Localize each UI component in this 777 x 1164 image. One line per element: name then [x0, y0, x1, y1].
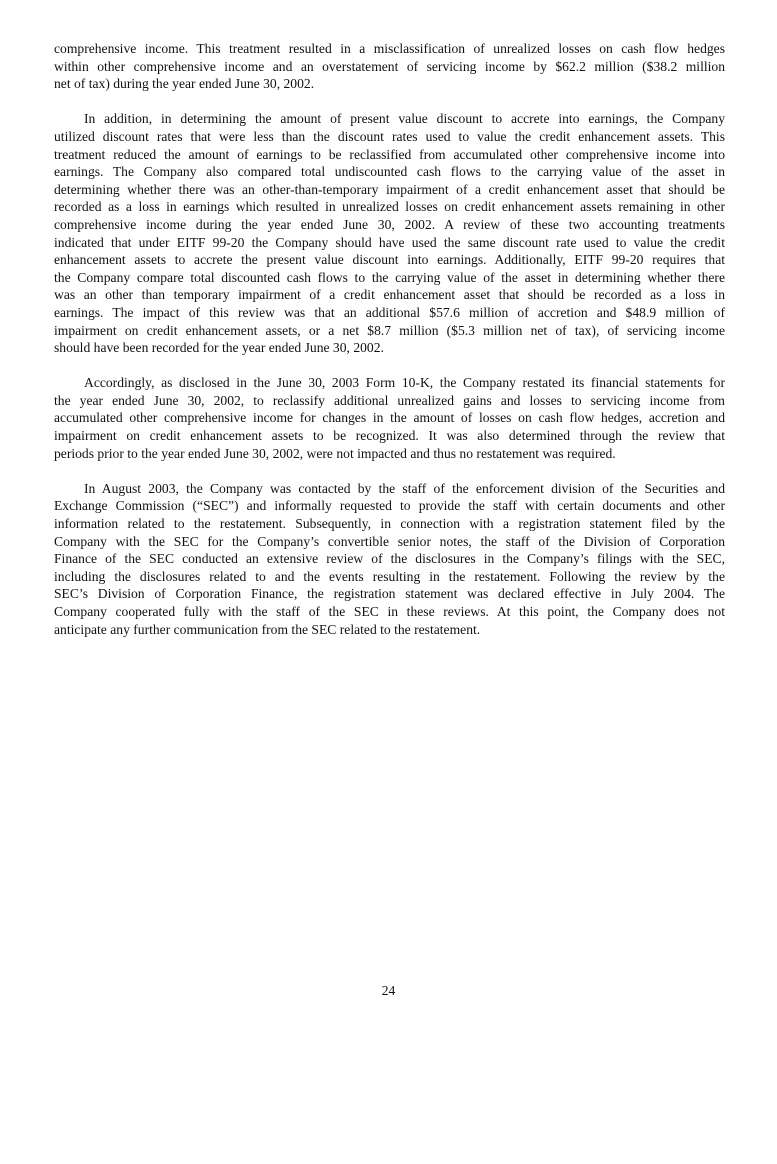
text-line: accumulated other comprehensive income for changes in the amount of losses on cash flow hedges, accretion and — [54, 410, 725, 426]
text-line: comprehensive income during the year ended June 30, 2002. A review of these two accounting treatments — [54, 216, 725, 232]
text-line: comprehensive income. This treatment resulted in a misclassification of unrealized losses on cash flow hedges — [54, 41, 725, 56]
text-line: anticipate any further communication from the SEC related to the restatement. — [54, 621, 481, 637]
text-line: net of tax) during the year ended June 30, 2002. — [54, 76, 315, 92]
text-line: including the disclosures related to and the events resulting in the restatement. Following the review by the — [54, 568, 725, 584]
paragraph — [54, 110, 725, 356]
text-line: Exchange Commission (“SEC”) and informally requested to provide the staff with certain documents and other — [54, 498, 725, 514]
text-line: the year ended June 30, 2002, to reclassify additional unrealized gains and losses to servicing income from — [54, 392, 725, 408]
text-line: the Company compare total discounted cash flows to the carrying value of the asset in determining whether there — [54, 269, 725, 285]
text-line: information related to the restatement. Subsequently, in connection with a registration statement filed by the — [54, 516, 725, 532]
text-line: was an other than temporary impairment of a credit enhancement asset that should be recorded as a loss in — [54, 287, 725, 303]
page-number: 24 — [381, 983, 396, 998]
paragraph — [54, 480, 725, 638]
paragraph — [54, 374, 725, 462]
text-line: Accordingly, as disclosed in the June 30, 2003 Form 10-K, the Company restated its financial statements for — [84, 375, 725, 391]
text-line: SEC’s Division of Corporation Finance, the registration statement was declared effective in July 2004. The — [54, 586, 725, 602]
text-line: periods prior to the year ended June 30, 2002, were not impacted and thus no restatement was required. — [54, 445, 616, 461]
text-line: earnings. The impact of this review was that an additional $57.6 million of accretion and $48.9 million of — [54, 304, 725, 320]
text-line: earnings. The Company also compared total undiscounted cash flows to the carrying value of the asset in — [54, 164, 725, 180]
text-line: indicated that under EITF 99-20 the Company should have used the same discount rate used to value the credit — [54, 234, 725, 250]
text-line: Finance of the SEC conducted an extensive review of the disclosures in the Company’s filings with the SEC, — [54, 551, 725, 567]
text-line: determining whether there was an other-than-temporary impairment of a credit enhancement asset that should be — [54, 181, 725, 197]
text-line: In addition, in determining the amount of present value discount to accrete into earnings, the Company — [84, 111, 725, 127]
text-line: impairment on credit enhancement assets, or a net $8.7 million ($5.3 million net of tax), of servicing income — [54, 322, 725, 338]
text-line: recorded as a loss in earnings which resulted in unrealized losses on credit enhancement assets remaining in other — [54, 199, 725, 215]
text-line: within other comprehensive income and an overstatement of servicing income by $62.2 million ($38.2 million — [54, 58, 725, 74]
text-line: treatment reduced the amount of earnings to be reclassified from accumulated other comprehensive income into — [54, 146, 725, 162]
text-line: impairment on credit enhancement assets to be recognized. It was also determined through the review that — [54, 428, 725, 444]
text-line: In August 2003, the Company was contacted by the staff of the enforcement division of the Securities and — [84, 480, 725, 496]
paragraph — [54, 40, 725, 93]
text-line: Company cooperated fully with the staff of the SEC in these reviews. At this point, the Company does not — [54, 604, 725, 619]
text-line: Company with the SEC for the Company’s convertible senior notes, the staff of the Division of Corporation — [54, 533, 725, 549]
text-line: utilized discount rates that were less than the discount rates used to value the credit enhancement assets. This — [54, 128, 725, 144]
document-body — [54, 40, 725, 656]
text-line: enhancement assets to accrete the present value discount into earnings. Additionally, EITF 99-20 requires that — [54, 252, 725, 268]
text-line: should have been recorded for the year ended June 30, 2002. — [54, 340, 384, 356]
